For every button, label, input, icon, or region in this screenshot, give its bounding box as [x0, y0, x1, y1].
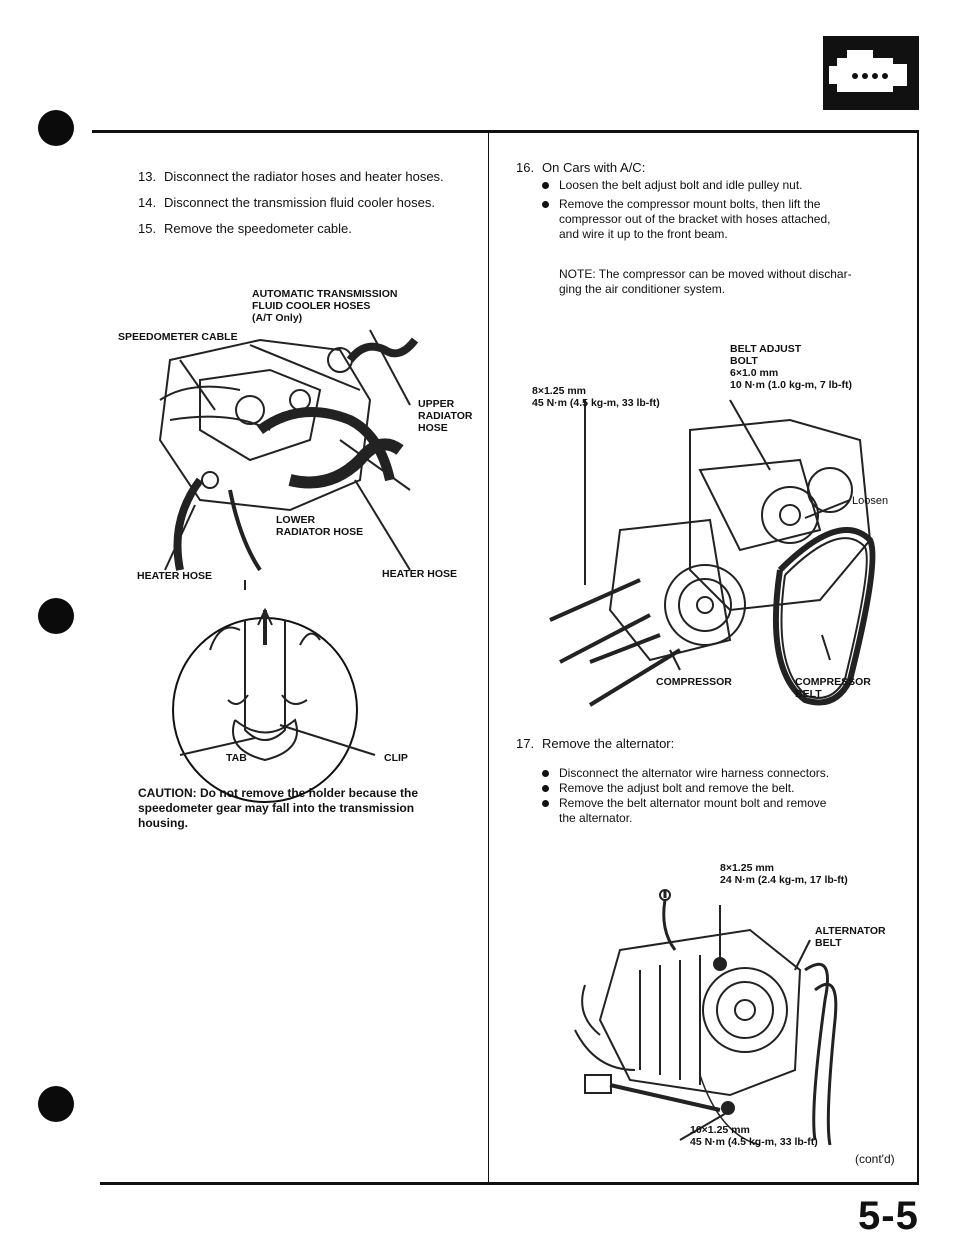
label-line: COMPRESSOR — [795, 676, 871, 688]
label-line: BELT ADJUST — [730, 343, 802, 355]
caution-text — [138, 786, 480, 831]
column-divider — [488, 133, 489, 1185]
bullet-dot — [542, 182, 549, 189]
bullet-line: the alternator. — [559, 811, 633, 825]
right-frame-rule — [917, 130, 919, 1182]
step-number: 13. — [138, 169, 157, 184]
alternator-adjust-bolt-label — [720, 862, 848, 886]
step-text: Remove the speedometer cable. — [164, 221, 352, 236]
caution-line: speedometer gear may fall into the transmission — [138, 801, 415, 815]
step-15 — [138, 220, 352, 237]
label-line: 24 N·m (2.4 kg-m, 17 lb-ft) — [720, 874, 848, 886]
step-text: Disconnect the radiator hoses and heater hoses. — [164, 169, 444, 184]
step17-bullet-2 — [559, 781, 794, 796]
step-number: 16. — [516, 160, 535, 175]
bullet-line: Loosen the belt adjust bolt and idle pulley nut. — [559, 178, 803, 192]
step-number: 15. — [138, 221, 157, 236]
label-line: BOLT — [730, 355, 758, 367]
alternator-illustration — [570, 880, 870, 1150]
compressor-illustration — [540, 400, 880, 720]
binder-hole-1 — [38, 110, 74, 146]
heater-hose-right-label: HEATER HOSE — [382, 568, 458, 580]
compressor-mount-bolt-label — [532, 385, 660, 409]
step17-bullet-3 — [559, 796, 826, 826]
belt-adjust-bolt-label — [730, 343, 852, 391]
bullet-line: and wire it up to the front beam. — [559, 227, 728, 241]
binder-hole-2 — [38, 598, 74, 634]
step-text: On Cars with A/C: — [542, 160, 646, 175]
bullet-dot — [542, 770, 549, 777]
label-line: RADIATOR HOSE — [276, 526, 364, 538]
upper-radiator-hose-label — [418, 398, 472, 434]
label-line: 10 N·m (1.0 kg-m, 7 lb-ft) — [730, 379, 852, 391]
step-text: Disconnect the transmission fluid cooler hoses. — [164, 195, 435, 210]
loosen-label: Loosen — [852, 495, 889, 507]
label-line: 45 N·m (4.5 kg-m, 33 lb-ft) — [532, 397, 660, 409]
heater-hose-left-label: HEATER HOSE — [137, 570, 213, 582]
bullet-line: Remove the compressor mount bolts, then lift the — [559, 197, 821, 211]
engine-section-icon — [823, 36, 919, 110]
alternator-belt-label — [815, 925, 886, 949]
label-line: AUTOMATIC TRANSMISSION — [252, 288, 398, 300]
label-line: UPPER — [418, 398, 455, 410]
label-line: 6×1.0 mm — [730, 367, 779, 379]
step16-bullet-2 — [559, 197, 830, 242]
bullet-dot — [542, 201, 549, 208]
step16-bullet-1 — [559, 178, 803, 193]
label-line: LOWER — [276, 514, 316, 526]
note-line: NOTE: The compressor can be moved without dischar- — [559, 267, 852, 281]
label-line: 8×1.25 mm — [720, 862, 774, 874]
step-13 — [138, 168, 444, 185]
bullet-line: compressor out of the bracket with hoses attached, — [559, 212, 831, 226]
bullet-line: Disconnect the alternator wire harness connectors. — [559, 766, 830, 780]
note-line: ging the air conditioner system. — [559, 282, 726, 296]
bullet-dot — [542, 785, 549, 792]
step-text: Remove the alternator: — [542, 736, 675, 751]
bottom-rule — [100, 1182, 919, 1185]
bullet-line: Remove the adjust bolt and remove the belt. — [559, 781, 795, 795]
bullet-dot — [542, 800, 549, 807]
label-line: BELT — [815, 937, 842, 949]
step-number: 14. — [138, 195, 157, 210]
label-line: 8×1.25 mm — [532, 385, 586, 397]
label-line: HOSE — [418, 422, 448, 434]
compressor-label: COMPRESSOR — [656, 676, 732, 688]
lower-radiator-hose-label — [276, 514, 363, 538]
step17-bullet-1 — [559, 766, 829, 781]
label-line: FLUID COOLER HOSES — [252, 300, 371, 312]
tab-label: TAB — [226, 752, 247, 764]
step-17 — [516, 735, 674, 752]
speedometer-cable-label: SPEEDOMETER CABLE — [118, 331, 238, 343]
label-line: ALTERNATOR — [815, 925, 886, 937]
step-number: 17. — [516, 736, 535, 751]
page-number: 5-5 — [858, 1194, 919, 1238]
step-14 — [138, 194, 435, 211]
label-line: BELT — [795, 688, 822, 700]
top-rule — [92, 130, 918, 133]
continued-label: (cont'd) — [855, 1152, 895, 1166]
caution-line: CAUTION: Do not remove the holder because the — [138, 786, 419, 800]
clip-label: CLIP — [384, 752, 408, 764]
compressor-belt-label — [795, 676, 871, 700]
caution-line: housing. — [138, 816, 188, 830]
binder-hole-3 — [38, 1086, 74, 1122]
atf-cooler-hoses-label — [252, 288, 397, 324]
bullet-line: Remove the belt alternator mount bolt and remove — [559, 796, 827, 810]
note-text — [559, 267, 852, 297]
step-16 — [516, 159, 645, 176]
label-line: (A/T Only) — [252, 312, 303, 324]
label-line: 45 N·m (4.5 kg-m, 33 lb-ft) — [690, 1136, 818, 1148]
alternator-mount-bolt-label — [690, 1124, 818, 1148]
label-line: RADIATOR — [418, 410, 473, 422]
label-line: 10×1.25 mm — [690, 1124, 750, 1136]
